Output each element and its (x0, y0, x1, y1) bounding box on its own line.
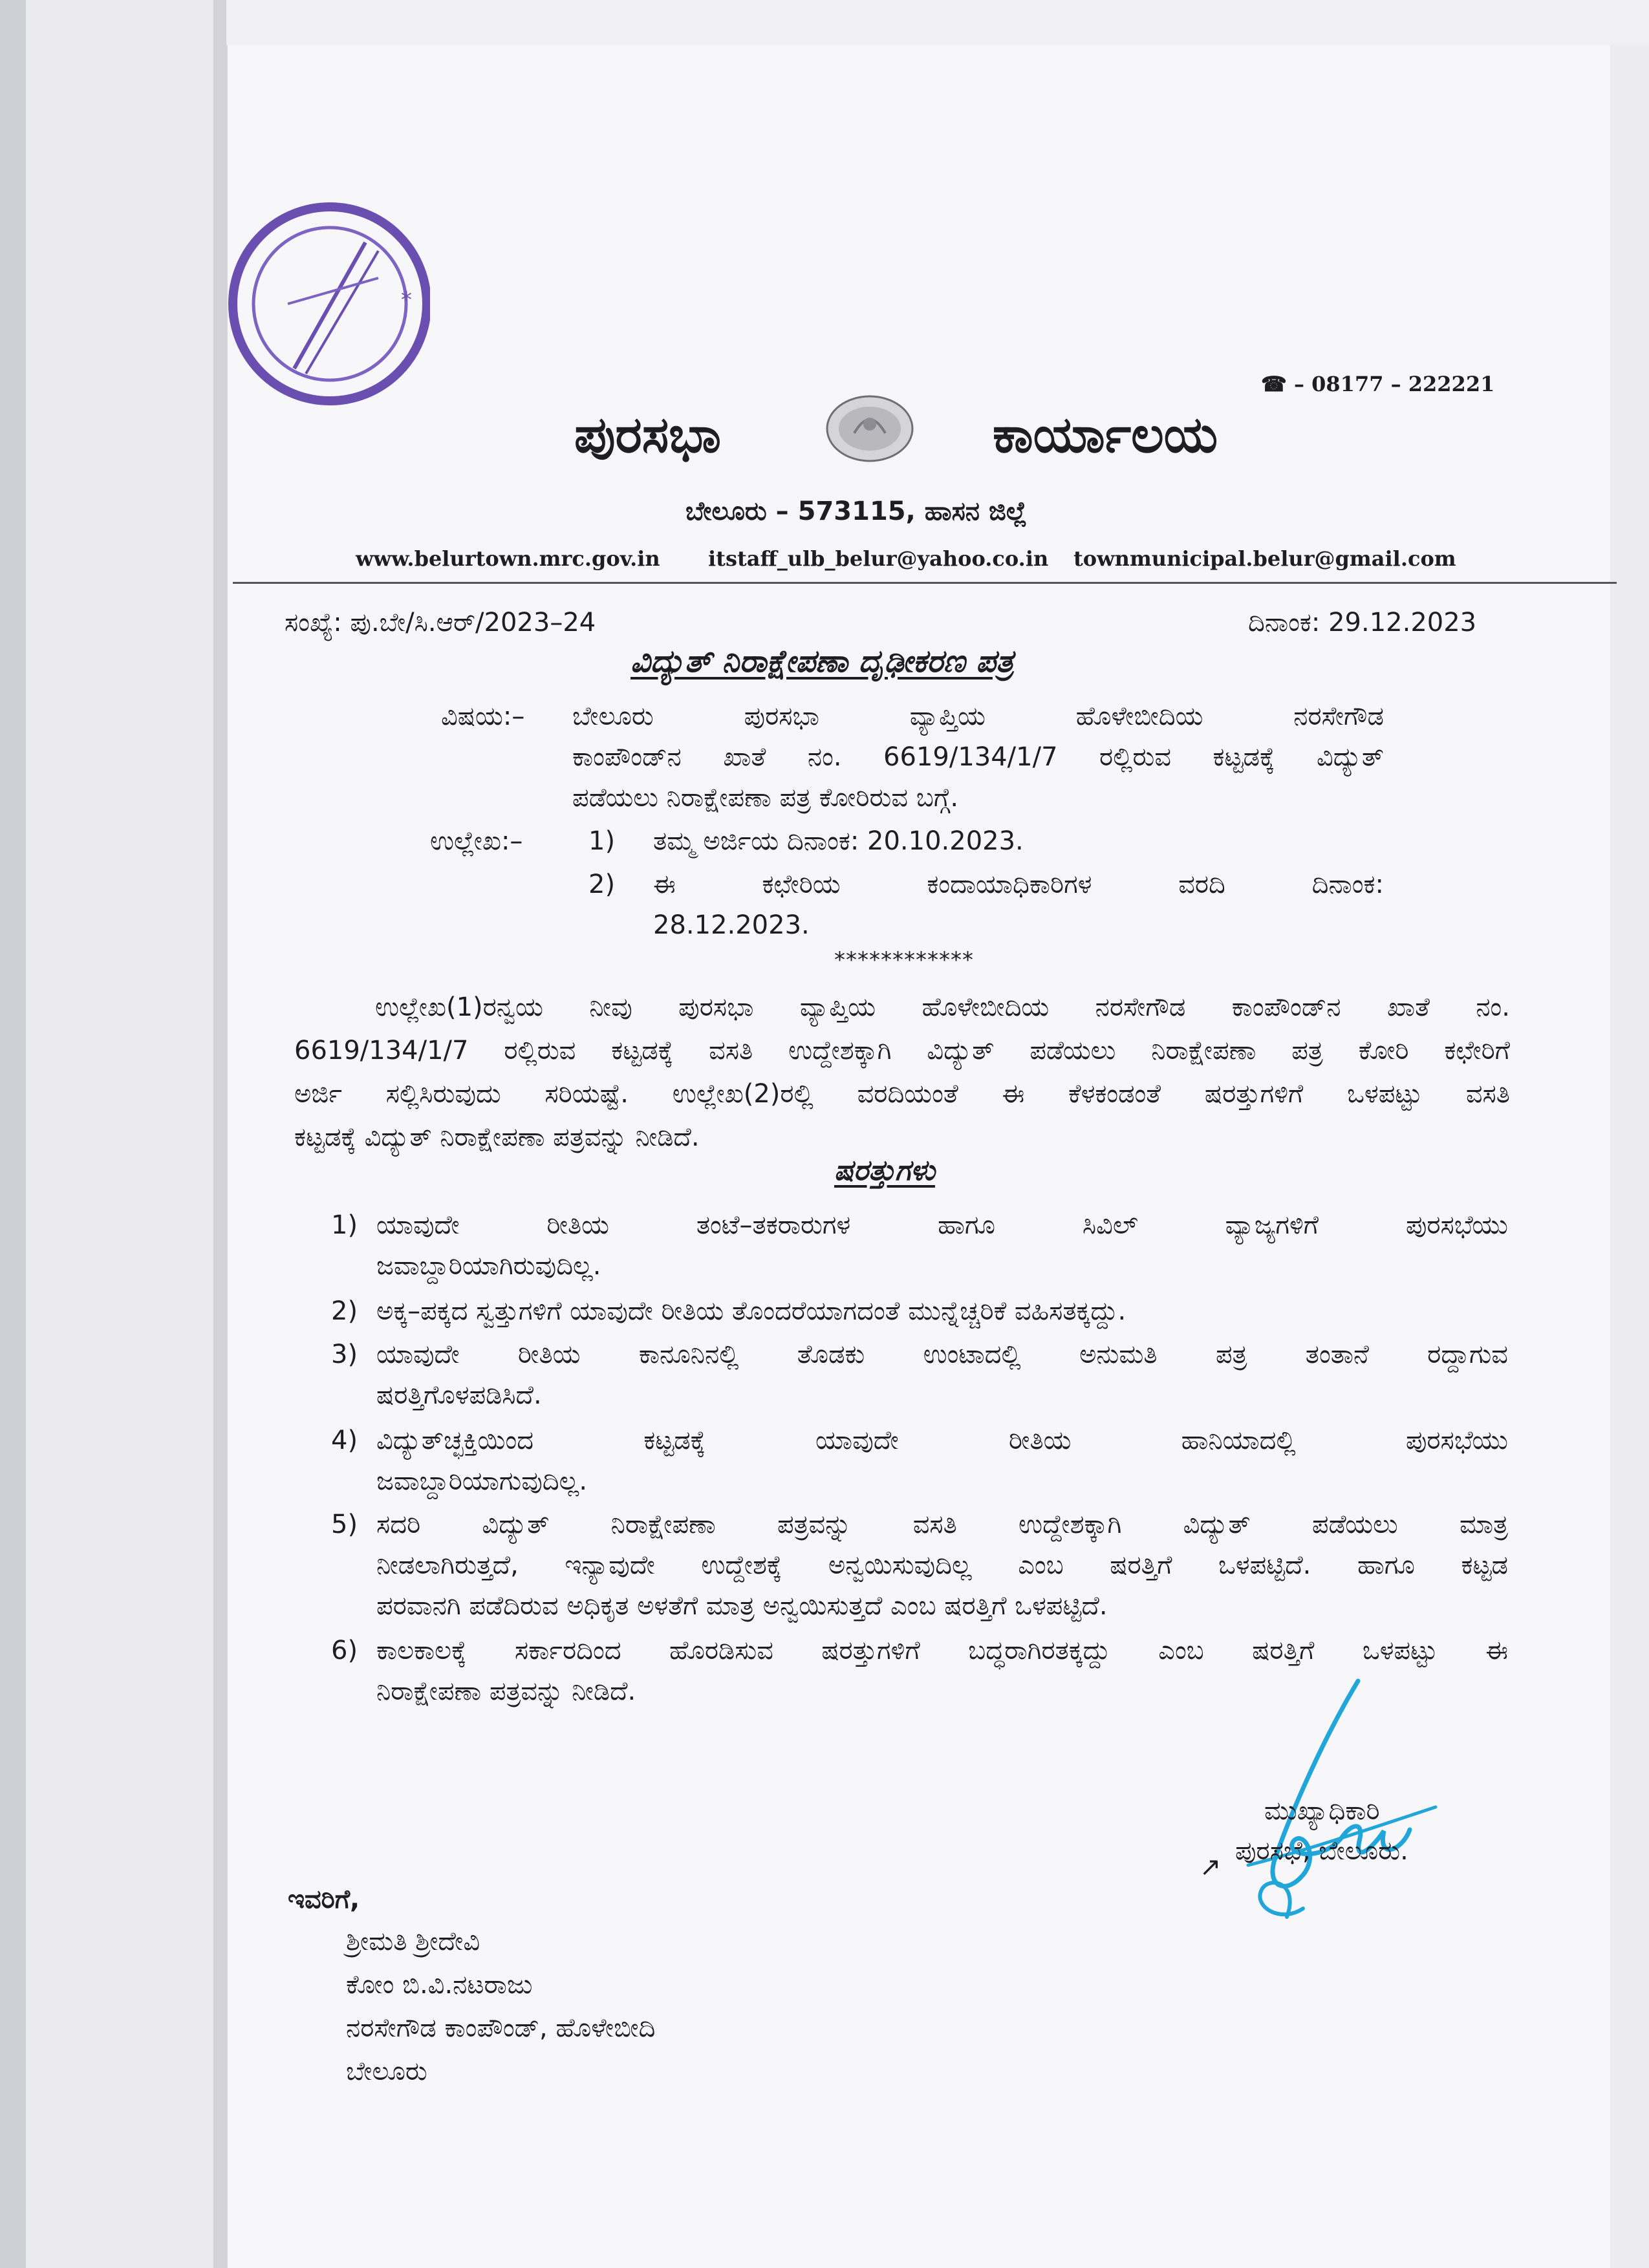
body-line: 6619/134/1/7 ರಲ್ಲಿರುವ ಕಟ್ಟಡಕ್ಕೆ ವಸತಿ ಉದ್ದೇಶಕ್ಕಾಗಿ ವಿದ್ಯುತ್ ಪಡೆಯಲು ನಿರಾಕ್ಷೇಪಣಾ ಪತ್ರ ಕೋರಿ ಕಛೇರಿಗೆ (294, 1036, 1510, 1065)
reference-number-1: 1) (588, 826, 616, 856)
pen-mark-icon: ↗ (1200, 1852, 1222, 1882)
recipient-line: ನರಸೇಗೌಡ ಕಾಂಪೌಂಡ್, ಹೊಳೇಬೀದಿ (346, 2013, 656, 2043)
subject-line: ಪಡೆಯಲು ನಿರಾಕ್ಷೇಪಣಾ ಪತ್ರ ಕೋರಿರುವ ಬಗ್ಗೆ. (572, 783, 959, 813)
recipient-line: ಬೇಲೂರು (346, 2057, 427, 2086)
subject-label: ವಿಷಯ:– (441, 701, 525, 731)
office-title-right: ಕಾರ್ಯಾಲಯ (993, 406, 1218, 464)
condition-number: 3) (331, 1340, 358, 1369)
office-seal-stamp (217, 175, 430, 436)
signatory-title: ಮುಖ್ಯಾಧಿಕಾರಿ (1264, 1796, 1380, 1826)
letter-date: ದಿನಾಂಕ: 29.12.2023 (1248, 608, 1477, 637)
condition-number: 4) (331, 1426, 358, 1455)
condition-text: ಜವಾಬ್ದಾರಿಯಾಗುವುದಿಲ್ಲ. (376, 1466, 588, 1496)
body-line: ಉಲ್ಲೇಖ(1)ರನ್ವಯ ನೀವು ಪುರಸಭಾ ವ್ಯಾಪ್ತಿಯ ಹೊಳೇಬೀದಿಯ ನರಸೇಗೌಡ ಕಾಂಪೌಂಡ್‌ನ ಖಾತೆ ನಂ. (375, 992, 1510, 1022)
svg-text:*: * (401, 287, 412, 313)
condition-text: ಯಾವುದೇ ರೀತಿಯ ಕಾನೂನಿನಲ್ಲಿ ತೊಡಕು ಉಂಟಾದಲ್ಲಿ ಅನುಮತಿ ಪತ್ರ ತಂತಾನೆ ರದ್ದಾಗುವ (376, 1340, 1508, 1369)
certificate-title: ವಿದ್ಯುತ್ ನಿರಾಕ್ಷೇಪಣಾ ದೃಢೀಕರಣ ಪತ್ರ (630, 643, 1014, 679)
phone-number: ☎ – 08177 – 222221 (1261, 372, 1495, 396)
condition-text: ನೀಡಲಾಗಿರುತ್ತದೆ, ಇನ್ಯಾವುದೇ ಉದ್ದೇಶಕ್ಕೆ ಅನ್ವಯಿಸುವುದಿಲ್ಲ ಎಂಬ ಷರತ್ತಿಗೆ ಒಳಪಟ್ಟಿದೆ. ಹಾಗೂ ಕಟ್ಟಡ (376, 1550, 1508, 1580)
condition-text: ಕಾಲಕಾಲಕ್ಕೆ ಸರ್ಕಾರದಿಂದ ಹೊರಡಿಸುವ ಷರತ್ತುಗಳಿಗೆ ಬದ್ಧರಾಗಿರತಕ್ಕದ್ದು ಎಂಬ ಷರತ್ತಿಗೆ ಒಳಪಟ್ಟು ಈ (376, 1636, 1508, 1665)
condition-number: 6) (331, 1636, 358, 1665)
signatory-office: ಪುರಸಭೆ, ಬೇಲೂರು. (1235, 1836, 1408, 1866)
reference-item: ತಮ್ಮ ಅರ್ಜಿಯ ದಿನಾಂಕ: 20.10.2023. (653, 826, 1024, 856)
condition-text: ಸದರಿ ವಿದ್ಯುತ್ ನಿರಾಕ್ಷೇಪಣಾ ಪತ್ರವನ್ನು ವಸತಿ ಉದ್ದೇಶಕ್ಕಾಗಿ ವಿದ್ಯುತ್ ಪಡೆಯಲು ಮಾತ್ರ (376, 1510, 1508, 1539)
condition-text: ನಿರಾಕ್ಷೇಪಣಾ ಪತ್ರವನ್ನು ನೀಡಿದೆ. (376, 1676, 636, 1706)
subject-line: ಕಾಂಪೌಂಡ್‌ನ ಖಾತೆ ನಂ. 6619/134/1/7 ರಲ್ಲಿರುವ ಕಟ್ಟಡಕ್ಕೆ ವಿದ್ಯುತ್ (572, 742, 1384, 772)
body-line: ಕಟ್ಟಡಕ್ಕೆ ವಿದ್ಯುತ್ ನಿರಾಕ್ಷೇಪಣಾ ಪತ್ರವನ್ನು ನೀಡಿದೆ. (294, 1122, 700, 1152)
condition-number: 5) (331, 1510, 358, 1539)
body-line: ಅರ್ಜಿ ಸಲ್ಲಿಸಿರುವುದು ಸರಿಯಷ್ಟೆ. ಉಲ್ಲೇಖ(2)ರಲ್ಲಿ ವರದಿಯಂತೆ ಈ ಕೆಳಕಂಡಂತೆ ಷರತ್ತುಗಳಿಗೆ ಒಳಪಟ್ಟು ವಸತಿ (294, 1079, 1510, 1109)
condition-text: ಷರತ್ತಿಗೊಳಪಡಿಸಿದೆ. (376, 1380, 542, 1410)
recipient-label: ಇವರಿಗೆ, (288, 1885, 360, 1914)
conditions-heading: ಷರತ್ತುಗಳು (834, 1154, 935, 1187)
reference-item: ಈ ಕಛೇರಿಯ ಕಂದಾಯಾಧಿಕಾರಿಗಳ ವರದಿ ದಿನಾಂಕ: (653, 870, 1384, 899)
condition-text: ಜವಾಬ್ದಾರಿಯಾಗಿರುವುದಿಲ್ಲ. (376, 1251, 601, 1281)
email-link-yahoo[interactable]: itstaff_ulb_belur@yahoo.co.in (708, 546, 1049, 571)
recipient-name: ಶ್ರೀಮತಿ ಶ್ರೀದೇವಿ (346, 1927, 480, 1956)
condition-text: ವಿದ್ಯುತ್‌ಚ್ಛಕ್ತಿಯಿಂದ ಕಟ್ಟಡಕ್ಕೆ ಯಾವುದೇ ರೀತಿಯ ಹಾನಿಯಾದಲ್ಲಿ ಪುರಸಭೆಯು (376, 1426, 1508, 1455)
office-title-left: ಪುರಸಭಾ (574, 406, 721, 464)
recipient-line: ಕೋಂ ಬಿ.ವಿ.ನಟರಾಜು (346, 1970, 533, 2000)
condition-text: ಪರವಾನಗಿ ಪಡೆದಿರುವ ಅಧಿಕೃತ ಅಳತೆಗೆ ಮಾತ್ರ ಅನ್ವಯಿಸುತ್ತದೆ ಎಂಬ ಷರತ್ತಿಗೆ ಒಳಪಟ್ಟಿದೆ. (376, 1591, 1108, 1621)
office-address: ಬೇಲೂರು – 573115, ಹಾಸನ ಜಿಲ್ಲೆ (685, 497, 1028, 526)
condition-text: ಅಕ್ಕ–ಪಕ್ಕದ ಸ್ವತ್ತುಗಳಿಗೆ ಯಾವುದೇ ರೀತಿಯ ತೊಂದರೆಯಾಗದಂತೆ ಮುನ್ನೆಚ್ಚರಿಕೆ ವಹಿಸತಕ್ಕದ್ದು. (376, 1296, 1126, 1326)
email-link-gmail[interactable]: townmunicipal.belur@gmail.com (1073, 546, 1456, 571)
website-link[interactable]: www.belurtown.mrc.gov.in (356, 546, 660, 571)
subject-line: ಬೇಲೂರು ಪುರಸಭಾ ವ್ಯಾಪ್ತಿಯ ಹೊಳೇಬೀದಿಯ ನರಸೇಗೌಡ (572, 701, 1384, 731)
reference-label: ಉಲ್ಲೇಖ:– (430, 826, 523, 856)
separator-stars: ************ (834, 947, 974, 973)
reference-item: 28.12.2023. (653, 910, 810, 940)
header-divider (233, 582, 1617, 584)
reference-number: ಸಂಖ್ಯೆ: ಪು.ಬೇ/ಸಿ.ಆರ್/2023–24 (285, 608, 596, 637)
condition-number: 2) (331, 1296, 358, 1326)
condition-text: ಯಾವುದೇ ರೀತಿಯ ತಂಟೆ–ತಕರಾರುಗಳ ಹಾಗೂ ಸಿವಿಲ್ ವ್ಯಾಜ್ಯಗಳಿಗೆ ಪುರಸಭೆಯು (376, 1210, 1508, 1240)
condition-number: 1) (331, 1210, 358, 1240)
municipal-emblem (824, 393, 915, 467)
reference-number-2: 2) (588, 870, 616, 899)
